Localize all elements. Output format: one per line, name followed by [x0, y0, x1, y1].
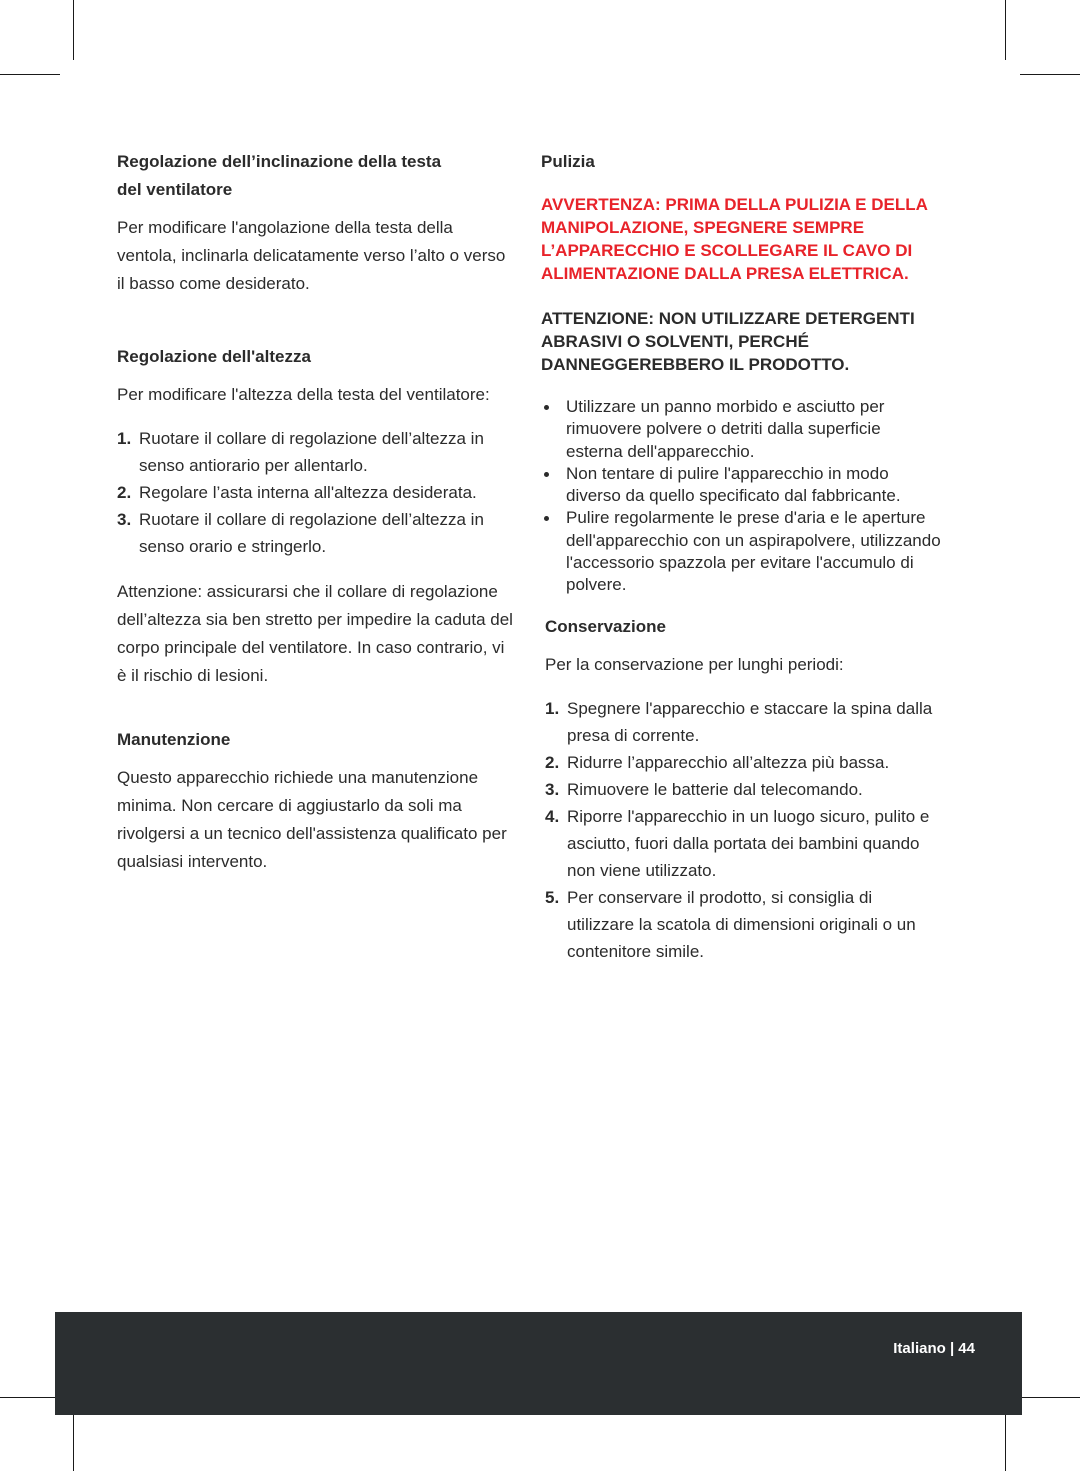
- left-column: [117, 148, 517, 876]
- list-item: [117, 506, 517, 560]
- maintenance-heading: Manutenzione: [117, 730, 231, 749]
- bullet-dot: [544, 405, 549, 410]
- footer-band: [55, 1312, 1022, 1415]
- tilt-body: Per modificare l'angolazione della testa della ventola, inclinarla delicatamente verso l’alto o verso il basso come desiderato.: [117, 218, 506, 293]
- step-text: Spegnere l'apparecchio e staccare la spina dalla presa di corrente.: [567, 698, 933, 745]
- cleaning-warning-dark: ATTENZIONE: NON UTILIZZARE DETERGENTI ABRASIVI O SOLVENTI, PERCHÉ DANNEGGEREBBERO IL PRODOTTO.: [541, 309, 915, 374]
- crop-mark: [1020, 1397, 1080, 1398]
- crop-mark: [1020, 74, 1080, 75]
- step-number: 2.: [117, 483, 132, 502]
- step-text: Regolare l’asta interna all'altezza desiderata.: [139, 483, 477, 502]
- step-number: 1.: [545, 698, 560, 718]
- step-number: 4.: [545, 806, 560, 826]
- step-number: 5.: [545, 887, 560, 907]
- step-text: Rimuovere le batterie dal telecomando.: [567, 779, 863, 799]
- maintenance-body: Questo apparecchio richiede una manutenzione minima. Non cercare di aggiustarlo da soli ma rivolgersi a un tecnico dell'assistenza qualificato per qualsiasi intervento.: [117, 768, 507, 871]
- bullet-text: Utilizzare un panno morbido e asciutto per rimuovere polvere o detriti dalla superficie esterna dell'apparecchio.: [566, 397, 885, 461]
- crop-mark: [73, 1411, 74, 1471]
- page-number-label: Italiano | 44: [893, 1340, 975, 1357]
- step-number: 2.: [545, 752, 560, 772]
- tilt-heading: [117, 148, 517, 204]
- step-number: 3.: [117, 510, 132, 529]
- step-number: 3.: [545, 779, 560, 799]
- step-text: Ridurre l’apparecchio all’altezza più bassa.: [567, 752, 890, 772]
- crop-mark: [0, 74, 60, 75]
- step-text: Ruotare il collare di regolazione dell’altezza in senso orario e stringerlo.: [139, 510, 484, 556]
- right-column: [541, 148, 941, 965]
- step-text: Ruotare il collare di regolazione dell’altezza in senso antiorario per allentarlo.: [139, 429, 484, 475]
- step-number: 1.: [117, 429, 132, 448]
- crop-mark: [0, 1397, 60, 1398]
- tilt-heading-line1: Regolazione dell’inclinazione della testa: [117, 152, 442, 171]
- cleaning-bullets: [541, 396, 941, 597]
- list-item: [117, 425, 517, 479]
- list-item: [545, 803, 941, 884]
- height-intro: Per modificare l'altezza della testa del ventilatore:: [117, 385, 490, 404]
- list-item: [545, 695, 941, 749]
- crop-mark: [1005, 1411, 1006, 1471]
- bullet-text: Non tentare di pulire l'apparecchio in modo diverso da quello specificato dal fabbricante.: [566, 463, 901, 506]
- list-item: [545, 776, 941, 803]
- cleaning-warning-red: AVVERTENZA: PRIMA DELLA PULIZIA E DELLA MANIPOLAZIONE, SPEGNERE SEMPRE L’APPARECCHIO E SCOLLEGARE IL CAVO DI ALIMENTAZIONE DALLA PRESA ELETTRICA.: [541, 195, 928, 283]
- cleaning-heading: Pulizia: [541, 152, 595, 171]
- step-text: Per conservare il prodotto, si consiglia di utilizzare la scatola di dimensioni originali o un contenitore simile.: [567, 887, 916, 961]
- height-heading: Regolazione dell'altezza: [117, 347, 311, 366]
- height-caution: Attenzione: assicurarsi che il collare di regolazione dell’altezza sia ben stretto per impedire la caduta del corpo principale del ventilatore. In caso contrario, vi è il rischio di lesioni.: [117, 582, 513, 685]
- list-item: [545, 749, 941, 776]
- list-item: [545, 884, 941, 965]
- list-item: [117, 479, 517, 506]
- bullet-dot: [544, 472, 549, 477]
- bullet-dot: [544, 516, 549, 521]
- storage-heading: Conservazione: [545, 616, 666, 636]
- crop-mark: [1005, 0, 1006, 60]
- list-item: [541, 507, 941, 596]
- storage-steps: [545, 695, 941, 965]
- crop-mark: [73, 0, 74, 60]
- storage-intro: Per la conservazione per lunghi periodi:: [545, 654, 844, 674]
- height-steps: [117, 425, 517, 560]
- tilt-heading-line2: del ventilatore: [117, 180, 233, 199]
- step-text: Riporre l'apparecchio in un luogo sicuro, pulito e asciutto, fuori dalla portata dei bambini quando non viene utilizzato.: [567, 806, 930, 880]
- list-item: [541, 463, 941, 508]
- list-item: [541, 396, 941, 463]
- bullet-text: Pulire regolarmente le prese d'aria e le aperture dell'apparecchio con un aspirapolvere, utilizzando l'accessorio spazzola per evitare l'accumulo di polvere.: [566, 508, 941, 595]
